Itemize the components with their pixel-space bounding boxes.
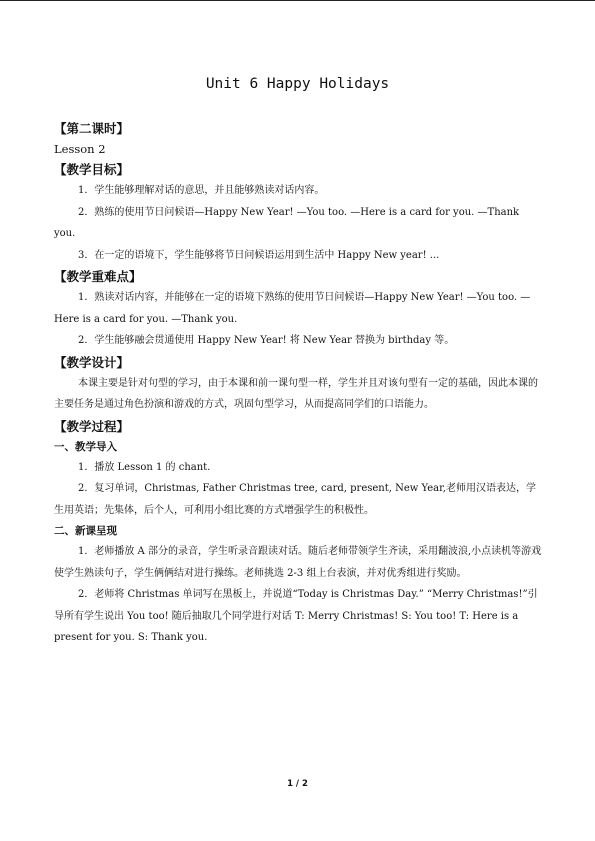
part1-item: 1．播放 Lesson 1 的 chant. (78, 461, 211, 473)
part1-heading: 一、教学导入 (54, 440, 117, 453)
key-point-item: 1．熟读对话内容，并能够在一定的语境下熟练的使用节日问候语—Happy New Year! —You too. —Here is a card for you. —Thank you. (54, 292, 531, 325)
design-text: 本课主要是针对句型的学习，由于本课和前一课句型一样，学生并且对该句型有一定的基础，因此本课的主要任务是通过角色扮演和游戏的方式，巩固句型学习，从而提高同学们的口语能力。 (54, 377, 538, 410)
design-heading: 【教学设计】 (54, 354, 130, 370)
document-body (54, 118, 542, 649)
goal-item: 2．熟练的使用节日问候语—Happy New Year! —You too. —Here is a card for you. —Thank you. (54, 206, 520, 239)
key-point-item: 2．学生能够融会贯通使用 Happy New Year! 将 New Year 替换为 birthday 等。 (78, 335, 455, 346)
page-number: 1 / 2 (287, 779, 308, 789)
lesson-name: Lesson 2 (54, 142, 106, 156)
lesson-tag: 【第二课时】 (54, 121, 130, 136)
goal-item: 3．在一定的语境下，学生能够将节日问候语运用到生活中 Happy New year! ... (78, 249, 440, 261)
goal-item: 1．学生能够理解对话的意思，并且能够熟读对话内容。 (78, 185, 325, 196)
goals-heading: 【教学目标】 (54, 162, 130, 177)
key-points-heading: 【教学重难点】 (54, 269, 142, 284)
document-title: Unit 6 Happy Holidays (205, 76, 390, 92)
part2-heading: 二、新课呈现 (54, 525, 117, 537)
top-rule (0, 0, 595, 1)
part2-item: 2．老师将 Christmas 单词写在黑板上，并说道“Today is Christmas Day.” “Merry Christmas!”引导所有学生说出 You too! 随后抽取几个同学进行对话 T: Merry Christmas! S: You too! T: Here is a present for you. S: Thank you. (54, 589, 538, 643)
process-heading: 【教学过程】 (54, 418, 130, 434)
part2-item: 1．老师播放 A 部分的录音，学生听录音跟读对话。随后老师带领学生齐读，采用翻波浪,小点读机等游戏使学生熟读句子，学生俩俩结对进行操练。老师挑选 2-3 组上台表演，并对优秀组进行奖励。 (54, 546, 542, 579)
part1-item: 2．复习单词，Christmas, Father Christmas tree, card, present, New Year,老师用汉语表达，学生用英语；先集体，后个人，可利用小组比赛的方式增强学生的积极性。 (54, 483, 536, 516)
